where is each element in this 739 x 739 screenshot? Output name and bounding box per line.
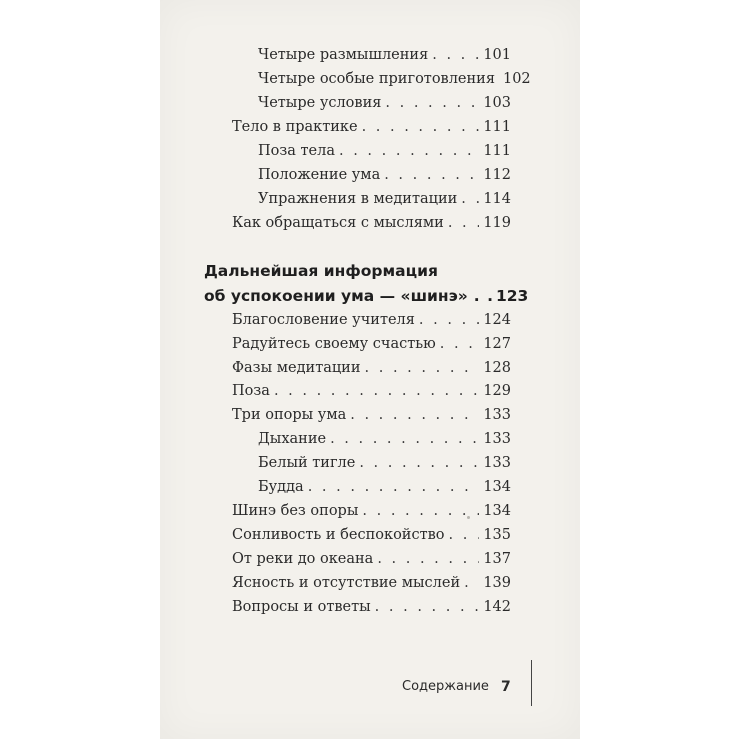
toc-leader-dots <box>461 189 479 209</box>
running-title: Содержание <box>402 679 489 694</box>
toc-entry-page: 103 <box>483 95 511 111</box>
toc-leader-dots <box>385 93 479 113</box>
toc-entry <box>232 597 511 617</box>
toc-entry-label: Четыре условия <box>258 95 382 111</box>
toc-leader-dots <box>377 549 479 569</box>
toc-entry-label: Будда <box>258 479 304 495</box>
toc-leader-dots <box>350 405 479 425</box>
toc-entry-label: Радуйтесь своему счастью <box>232 336 436 352</box>
toc-entry-label: Благословение учителя <box>232 312 415 328</box>
toc-leader-dots <box>365 358 480 378</box>
toc-entry-label: Белый тигле <box>258 455 356 471</box>
paper-speck <box>467 516 470 519</box>
toc-leader-dots <box>440 334 480 354</box>
toc-entry-page: 124 <box>483 312 511 328</box>
toc-entry <box>232 549 511 569</box>
toc-leader-dots <box>375 597 480 617</box>
toc-entry-page: 114 <box>483 191 511 207</box>
toc-leader-dots <box>330 429 479 449</box>
toc-entry-label: Четыре особые приготовления <box>258 71 495 87</box>
toc-entry-label: Ясность и отсутствие мыслей <box>232 575 461 591</box>
page-number: 7 <box>501 679 511 695</box>
toc-leader-dots <box>432 45 479 65</box>
toc-entry-label: Положение ума <box>258 167 381 183</box>
toc-leader-dots <box>419 310 479 330</box>
toc-entry <box>232 405 511 425</box>
toc-entry <box>232 213 511 233</box>
toc-entry-page: 102 <box>502 71 531 87</box>
toc-leader-dots <box>449 525 480 545</box>
toc-entry-label: Как обращаться с мыслями <box>232 215 444 231</box>
toc-entry-page: 127 <box>483 336 511 352</box>
toc-leader-dots <box>308 477 480 497</box>
toc-leader-dots <box>274 381 479 401</box>
toc-entry-page: 134 <box>483 503 511 519</box>
toc-entry-page: 135 <box>483 527 511 543</box>
toc-leader-dots <box>362 117 480 137</box>
toc-entry <box>258 429 511 449</box>
toc-entry-page: 134 <box>483 479 511 495</box>
toc-entry-page: 128 <box>483 360 511 376</box>
footer-vertical-rule <box>531 660 532 706</box>
section-heading-page: 123 <box>495 287 529 305</box>
toc-entry-page: 129 <box>483 383 511 399</box>
toc-entry-label: Три опоры ума <box>232 407 347 423</box>
section-heading-dots: . . <box>473 287 494 305</box>
toc-leader-dots <box>464 573 479 593</box>
toc-leader-dots <box>339 141 479 161</box>
toc-entry-label: Шинэ без опоры <box>232 503 359 519</box>
toc-entry <box>258 69 531 89</box>
toc-entry <box>232 117 511 137</box>
toc-entry-page: 112 <box>483 167 511 183</box>
toc-entry-page: 111 <box>483 119 511 135</box>
toc-entry-page: 119 <box>483 215 511 231</box>
toc-entry <box>232 573 511 593</box>
toc-entry-page: 133 <box>483 431 511 447</box>
toc-entry <box>232 381 511 401</box>
toc-entry <box>232 310 511 330</box>
toc-entry-label: От реки до океана <box>232 551 374 567</box>
toc-entry <box>258 477 511 497</box>
toc-entry-label: Поза тела <box>258 143 335 159</box>
toc-entry-label: Вопросы и ответы <box>232 599 371 615</box>
toc-entry-label: Тело в практике <box>232 119 358 135</box>
toc-entry <box>258 45 511 65</box>
toc-entry <box>258 165 511 185</box>
toc-entry <box>258 141 511 161</box>
toc-leader-dots <box>362 501 479 521</box>
toc-entry-label: Четыре размышления <box>258 47 429 63</box>
toc-entry-label: Дыхание <box>258 431 327 447</box>
section-heading-line1: Дальнейшая информация <box>204 262 438 280</box>
toc-entry-label: Поза <box>232 383 270 399</box>
toc-entry-page: 142 <box>483 599 511 615</box>
toc-entry-page: 139 <box>483 575 511 591</box>
toc-entry-page: 133 <box>483 455 511 471</box>
toc-entry-page: 101 <box>483 47 511 63</box>
toc-entry-page: 133 <box>483 407 511 423</box>
book-page <box>160 0 580 739</box>
toc-entry <box>258 189 511 209</box>
section-heading-text: об успокоении ума — «шинэ» <box>204 287 468 305</box>
toc-entry-label: Упражнения в медитации <box>258 191 458 207</box>
toc-entry-page: 137 <box>483 551 511 567</box>
toc-entry <box>258 453 511 473</box>
toc-entry-label: Фазы медитации <box>232 360 361 376</box>
section-heading-line2 <box>204 284 529 308</box>
toc-leader-dots <box>448 213 479 233</box>
toc-entry <box>232 358 511 378</box>
toc-entry <box>258 93 511 113</box>
toc-entry <box>232 525 511 545</box>
toc-entry-page: 111 <box>483 143 511 159</box>
toc-leader-dots <box>359 453 479 473</box>
toc-entry <box>232 334 511 354</box>
table-of-contents <box>160 0 580 739</box>
toc-leader-dots <box>384 165 479 185</box>
toc-entry-label: Сонливость и беспокойство <box>232 527 445 543</box>
